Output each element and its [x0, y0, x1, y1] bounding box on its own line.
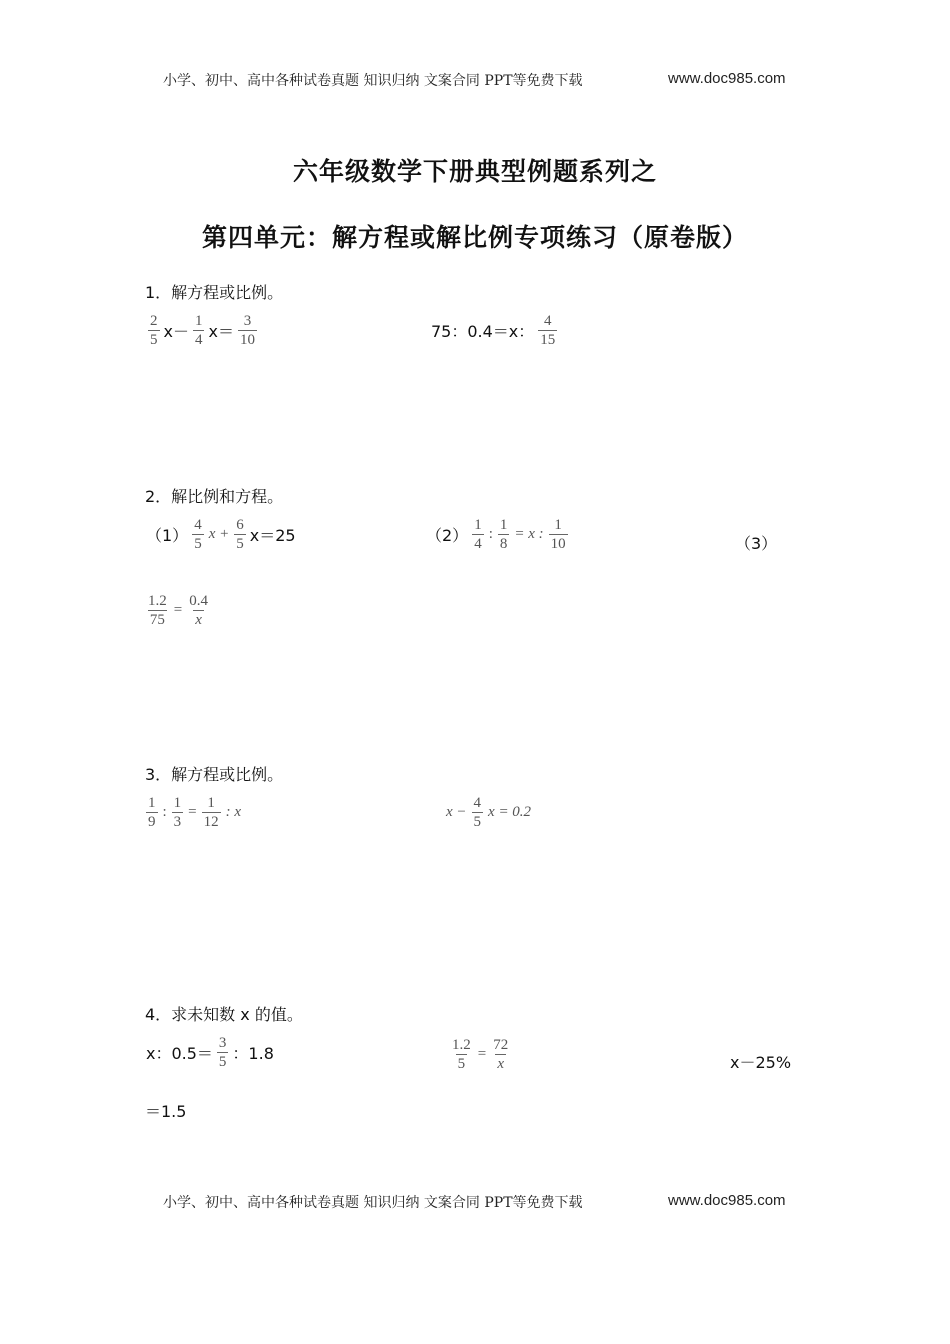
fraction: $\frac{1}{4}$ — [474, 517, 482, 552]
fraction: $\frac{1.2}{5}$ — [452, 1037, 471, 1072]
page-title: 六年级数学下册典型例题系列之 — [292, 157, 657, 186]
question-4-label: 4．求未知数 x 的值。 — [145, 1005, 303, 1024]
fraction: $\frac{1}{9}$ — [148, 795, 156, 830]
footer-site-link[interactable]: www.doc985.com — [668, 1192, 786, 1209]
fraction: $\frac{6}{5}$ — [236, 517, 244, 552]
fraction: $\frac{1.2}{75}$ — [148, 593, 167, 628]
q1-equation-a: $\frac{2}{5}$ x－ $\frac{1}{4}$ x＝ $\frac{3}{10}$ — [150, 313, 255, 348]
fraction: $\frac{4}{5}$ — [473, 795, 482, 830]
q2-part-1: （1） $\frac{4}{5}$ x + $\frac{6}{5}$ x＝25 — [146, 517, 296, 552]
q4-equation-b: $\frac{1.2}{5}$ = $\frac{72}{x}$ — [452, 1037, 509, 1072]
fraction: $\frac{1}{10}$ — [550, 517, 566, 552]
q2-part-3-index: （3） — [735, 534, 778, 553]
fraction: $\frac{72}{x}$ — [493, 1037, 509, 1072]
header-site-link[interactable]: www.doc985.com — [668, 70, 786, 87]
page-subtitle: 第四单元：解方程或解比例专项练习（原卷版） — [201, 223, 748, 252]
footer-text: 小学、初中、高中各种试卷真题 知识归纳 文案合同 PPT等免费下载 — [163, 1195, 583, 1211]
fraction: $\frac{2}{5}$ — [150, 313, 158, 348]
fraction: $\frac{4}{5}$ — [194, 517, 202, 552]
fraction: $\frac{1}{8}$ — [499, 517, 508, 552]
fraction: $\frac{1}{12}$ — [203, 795, 219, 830]
q3-equation-a: $\frac{1}{9}$ : $\frac{1}{3}$ = $\frac{1}{12}$ : x — [148, 795, 242, 830]
question-3-label: 3．解方程或比例。 — [145, 765, 284, 784]
q2-part-3: $\frac{1.2}{75}$ = $\frac{0.4}{x}$ — [148, 593, 208, 628]
q4-equation-a: x：0.5＝ $\frac{3}{5}$ ：1.8 — [146, 1035, 274, 1070]
fraction: $\frac{1}{3}$ — [173, 795, 182, 830]
q4-equation-c-line1: x－25% — [730, 1053, 792, 1072]
fraction: $\frac{3}{5}$ — [218, 1035, 227, 1070]
q1-equation-b: 75：0.4＝x： $\frac{4}{15}$ — [431, 313, 556, 348]
fraction: $\frac{4}{15}$ — [540, 313, 556, 348]
q3-equation-b: x − $\frac{4}{5}$ x = 0.2 — [446, 795, 532, 830]
fraction: $\frac{0.4}{x}$ — [189, 593, 208, 628]
fraction: $\frac{3}{10}$ — [239, 313, 255, 348]
question-1-label: 1．解方程或比例。 — [145, 283, 284, 302]
fraction: $\frac{1}{4}$ — [194, 313, 203, 348]
q4-equation-c-line2: ＝1.5 — [145, 1102, 187, 1121]
question-2-label: 2．解比例和方程。 — [145, 487, 284, 506]
q2-part-2: （2） $\frac{1}{4}$ : $\frac{1}{8}$ = x : $\frac{1}{10}$ — [426, 517, 566, 552]
header-text: 小学、初中、高中各种试卷真题 知识归纳 文案合同 PPT等免费下载 — [163, 73, 583, 89]
